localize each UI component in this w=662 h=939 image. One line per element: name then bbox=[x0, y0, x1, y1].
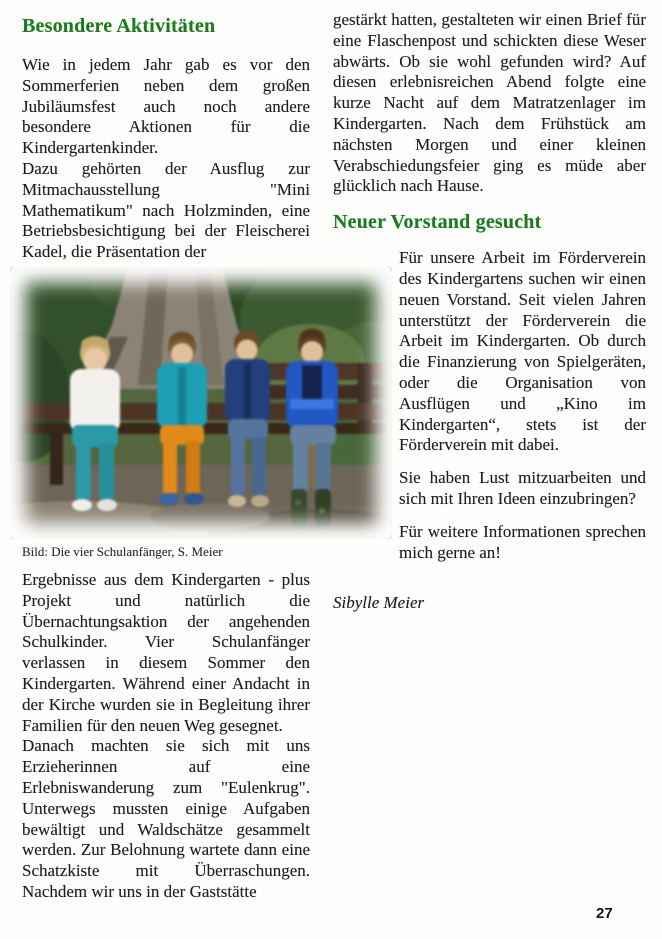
photo-text-wrap-spacer bbox=[333, 248, 399, 548]
paragraph: Dazu gehörten der Ausflug zur Mitmachausstellung "Mini Mathematikum" nach Holzminden, eine Betriebsbesichtigung bei der Fleischerei Kadel, die Präsentation der bbox=[22, 158, 310, 262]
paragraph: gestärkt hatten, gestalteten wir einen Brief für eine Flaschenpost und schickten diese Weser abwärts. Ob sie wohl gefunden wird? Auf diesen erlebnisreichen Abend folgte eine kurze Nacht auf dem Matratzenlager im Kindergarten. Nach dem Frühstück am nächsten Morgen und einer kleinen Verabschiedungsfeier ging es müde aber glücklich nach Hause. bbox=[333, 10, 646, 196]
left-column-lower bbox=[22, 570, 310, 903]
paragraph: Danach machten sie sich mit uns Erzieherinnen auf eine Erlebniswanderung zum "Eulenkrug". Unterwegs mussten einige Aufgaben bewältigt und Waldschätze gesammelt werden. Zur Belohnung wartete dann eine Schatzkiste mit Überraschungen. Nachdem wir uns in der Gaststätte bbox=[22, 736, 310, 901]
photo-caption: Bild: Die vier Schulanfänger, S. Meier bbox=[22, 544, 223, 559]
section-heading-neuer-vorstand: Neuer Vorstand gesucht bbox=[333, 211, 542, 234]
paragraph: Für unsere Arbeit im Förderverein des Kindergartens suchen wir einen neuen Vorstand. Seit vielen Jahren unterstützt der Förderverein die Arbeit im Kindergarten. Ob durch die Finanzierung von Spielgeräten, oder die Organisation von Ausflügen und „Kino im Kindergarten“, stets ist der Förderverein mit dabei. bbox=[399, 248, 646, 455]
paragraph: Für weitere Informationen sprechen mich gerne an! bbox=[399, 521, 646, 562]
paragraph: Wie in jedem Jahr gab es vor den Sommerferien neben dem großen Jubiläumsfest auch noch andere besondere Aktionen für die Kindergartenkinder. bbox=[22, 55, 310, 158]
right-column bbox=[333, 10, 646, 614]
paragraph: Ergebnisse aus dem Kindergarten - plus Projekt und natürlich die Übernachtungsaktion der angehenden Schulkinder. Vier Schulanfänger verlassen in diesem Sommer den Kindergarten. Während einer Andacht in der Kirche wurden sie in Begleitung ihrer Familien für den neuen Weg gesegnet. bbox=[22, 570, 310, 735]
page-number: 27 bbox=[596, 905, 613, 922]
paragraph: Sie haben Lust mitzuarbeiten und sich mit Ihren Ideen einzubringen? bbox=[399, 468, 646, 508]
signature: Sibylle Meier bbox=[333, 593, 425, 613]
section-heading-besondere-aktivitaeten: Besondere Aktivitäten bbox=[22, 15, 216, 37]
left-column-upper bbox=[22, 14, 310, 263]
